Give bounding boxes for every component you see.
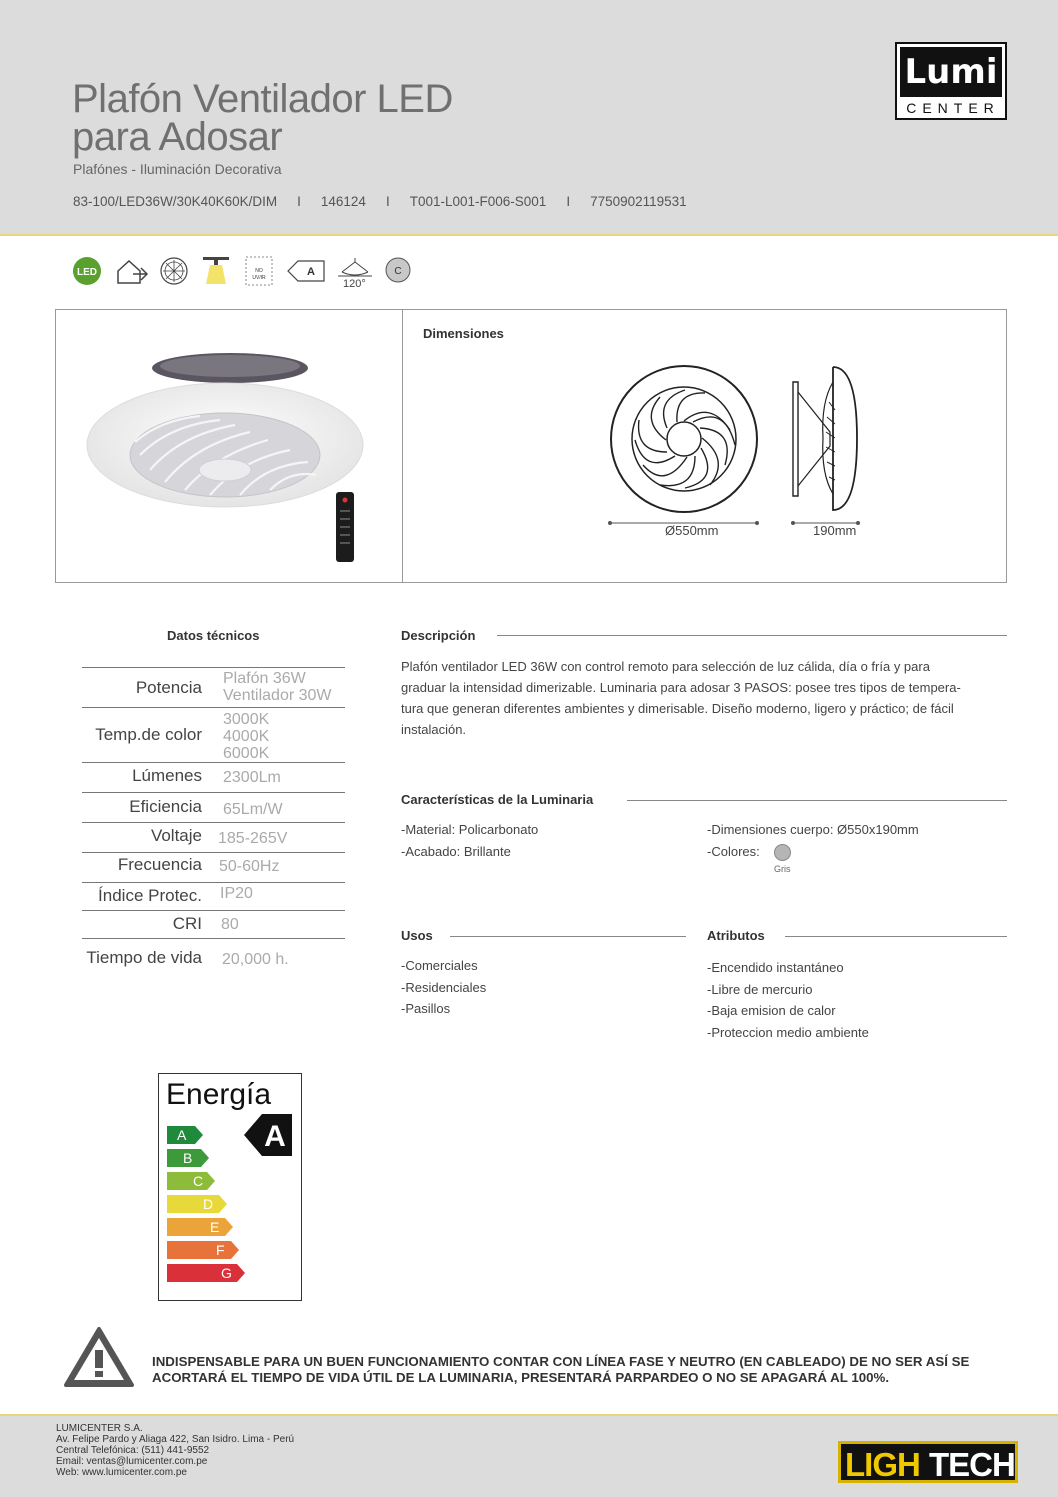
description-text: Plafón ventilador LED 36W con control remoto para selección de luz cálida, día o fría y para graduar la intensidad dimerizable. Luminaria para adosar 3 PASOS: posee tres tipos de tempera- tura que generan diferentes ambientes y dimerisable. Diseño moderno, ligero y práctico; de fácil instalación. (401, 659, 961, 737)
code-separator: I (297, 194, 301, 209)
usos-title: Usos (401, 928, 433, 943)
list-item: -Proteccion medio ambiente (707, 1024, 869, 1040)
product-code: 7750902119531 (590, 194, 687, 209)
tech-row-temp-color: Temp.de color 3000K 4000K 6000K (82, 707, 345, 762)
dimensions-title: Dimensiones (423, 326, 504, 341)
product-photo (80, 340, 380, 570)
tech-row-eficiencia: Eficiencia 65Lm/W (82, 792, 345, 822)
tech-row-cri: CRI 80 (82, 910, 345, 938)
svg-text:E: E (210, 1219, 220, 1235)
tech-row-frecuencia: Frecuencia 50-60Hz (82, 852, 345, 882)
list-item: -Encendido instantáneo (707, 960, 844, 975)
usos-rule (450, 936, 686, 937)
svg-text:C: C (394, 266, 402, 277)
lightech-logo: LIGH TECH (838, 1441, 1018, 1483)
indoor-icon (115, 256, 149, 288)
atributos-list (707, 960, 869, 1046)
code-separator: I (566, 194, 571, 209)
color-swatch-gris (774, 844, 791, 861)
list-item: -Residenciales (401, 979, 487, 995)
warning-text: INDISPENSABLE PARA UN BUEN FUNCIONAMIENTO CONTAR CON LÍNEA FASE Y NEUTRO (EN CABLEADO) DE NO SER ASÍ SE ACORTARÁ EL TIEMPO DE VIDA ÚTIL DE LA LUMINARIA, PRESENTARÁ PARPARDEO O NO SE APAGARÁ AL 100%. (152, 1354, 970, 1385)
tech-row-potencia: Potencia Plafón 36W Ventilador 30W (82, 667, 345, 707)
height-label: 190mm (813, 523, 857, 538)
front-view-drawing (605, 360, 765, 530)
list-item: -Material: Policarbonato (401, 822, 539, 837)
energy-bar-g (167, 1264, 245, 1282)
characteristics-title: Características de la Luminaria (401, 792, 594, 807)
svg-text:C: C (193, 1173, 204, 1189)
product-code: T001-L001-F006-S001 (409, 194, 547, 209)
svg-text:F: F (216, 1242, 225, 1258)
tech-data-title: Datos técnicos (167, 628, 260, 643)
led-icon (72, 256, 102, 288)
svg-text:NO: NO (255, 268, 263, 274)
svg-text:A: A (307, 266, 315, 278)
fan-icon (159, 256, 189, 288)
characteristics-rule (627, 800, 1007, 801)
svg-text:LED: LED (77, 267, 97, 278)
list-item: -Acabado: Brillante (401, 843, 511, 859)
atributos-title: Atributos (707, 928, 765, 943)
energy-title: Energía (166, 1078, 272, 1111)
beam-angle-label: 120° (343, 278, 366, 290)
color-swatch-label: Gris (774, 864, 791, 874)
energy-bar-d (167, 1195, 227, 1213)
svg-text:UV/IR: UV/IR (252, 275, 266, 281)
energy-rating-arrow (244, 1114, 292, 1156)
list-item: -Libre de mercurio (707, 981, 813, 997)
ceiling-lamp-icon (202, 256, 230, 288)
no-uv-ir-icon (245, 256, 273, 288)
svg-text:G: G (221, 1265, 232, 1281)
product-code: 146124 (320, 194, 366, 209)
description-title: Descripción (401, 628, 476, 643)
svg-text:D: D (203, 1196, 214, 1212)
side-view-drawing (785, 362, 865, 530)
lumicenter-logo: Lumi CENTER (895, 42, 1007, 120)
list-item: -Dimensiones cuerpo: Ø550x190mm (707, 822, 919, 837)
energy-bar-e (167, 1218, 233, 1236)
description-rule (497, 635, 1007, 636)
color-gray-icon (384, 256, 412, 288)
footer-contact: LUMICENTER S.A. Av. Felipe Pardo y Aliaga 422, San Isidro. Lima - Perú Central Telefónica: (511) 441-9552 Email: ventas@lumicenter.com.pe Web: www.lumicenter.com.pe (56, 1423, 295, 1478)
characteristics-left-list (401, 822, 538, 865)
energy-bar-f (167, 1241, 239, 1259)
page-title: Plafón Ventilador LED para Adosar (72, 77, 453, 159)
svg-text:A: A (177, 1127, 187, 1143)
list-item: -Comerciales (401, 958, 478, 973)
tech-row-lumenes: Lúmenes 2300Lm (82, 762, 345, 792)
energy-class-icon (286, 256, 326, 288)
atributos-rule (785, 936, 1007, 937)
tech-row-tiempo-vida: Tiempo de vida 20,000 h. (82, 938, 345, 972)
tech-row-voltaje: Voltaje 185-265V (82, 822, 345, 852)
product-code: 83-100/LED36W/30K40K60K/DIM (73, 194, 278, 209)
energy-bar-c (167, 1172, 215, 1190)
list-item: -Colores: (707, 843, 760, 859)
code-separator: I (385, 194, 390, 209)
tech-row-indice-protec: Índice Protec. IP20 (82, 882, 345, 910)
diameter-label: Ø550mm (665, 523, 719, 538)
warning-icon (63, 1326, 135, 1388)
characteristics-right-list (707, 822, 919, 865)
usos-list (401, 958, 486, 1023)
svg-text:B: B (183, 1150, 193, 1166)
category-subtitle: Plafónes - Iluminación Decorativa (73, 161, 282, 177)
list-item: -Baja emision de calor (707, 1003, 836, 1018)
svg-text:A: A (264, 1120, 286, 1153)
product-codes (73, 194, 687, 209)
list-item: -Pasillos (401, 1001, 451, 1016)
